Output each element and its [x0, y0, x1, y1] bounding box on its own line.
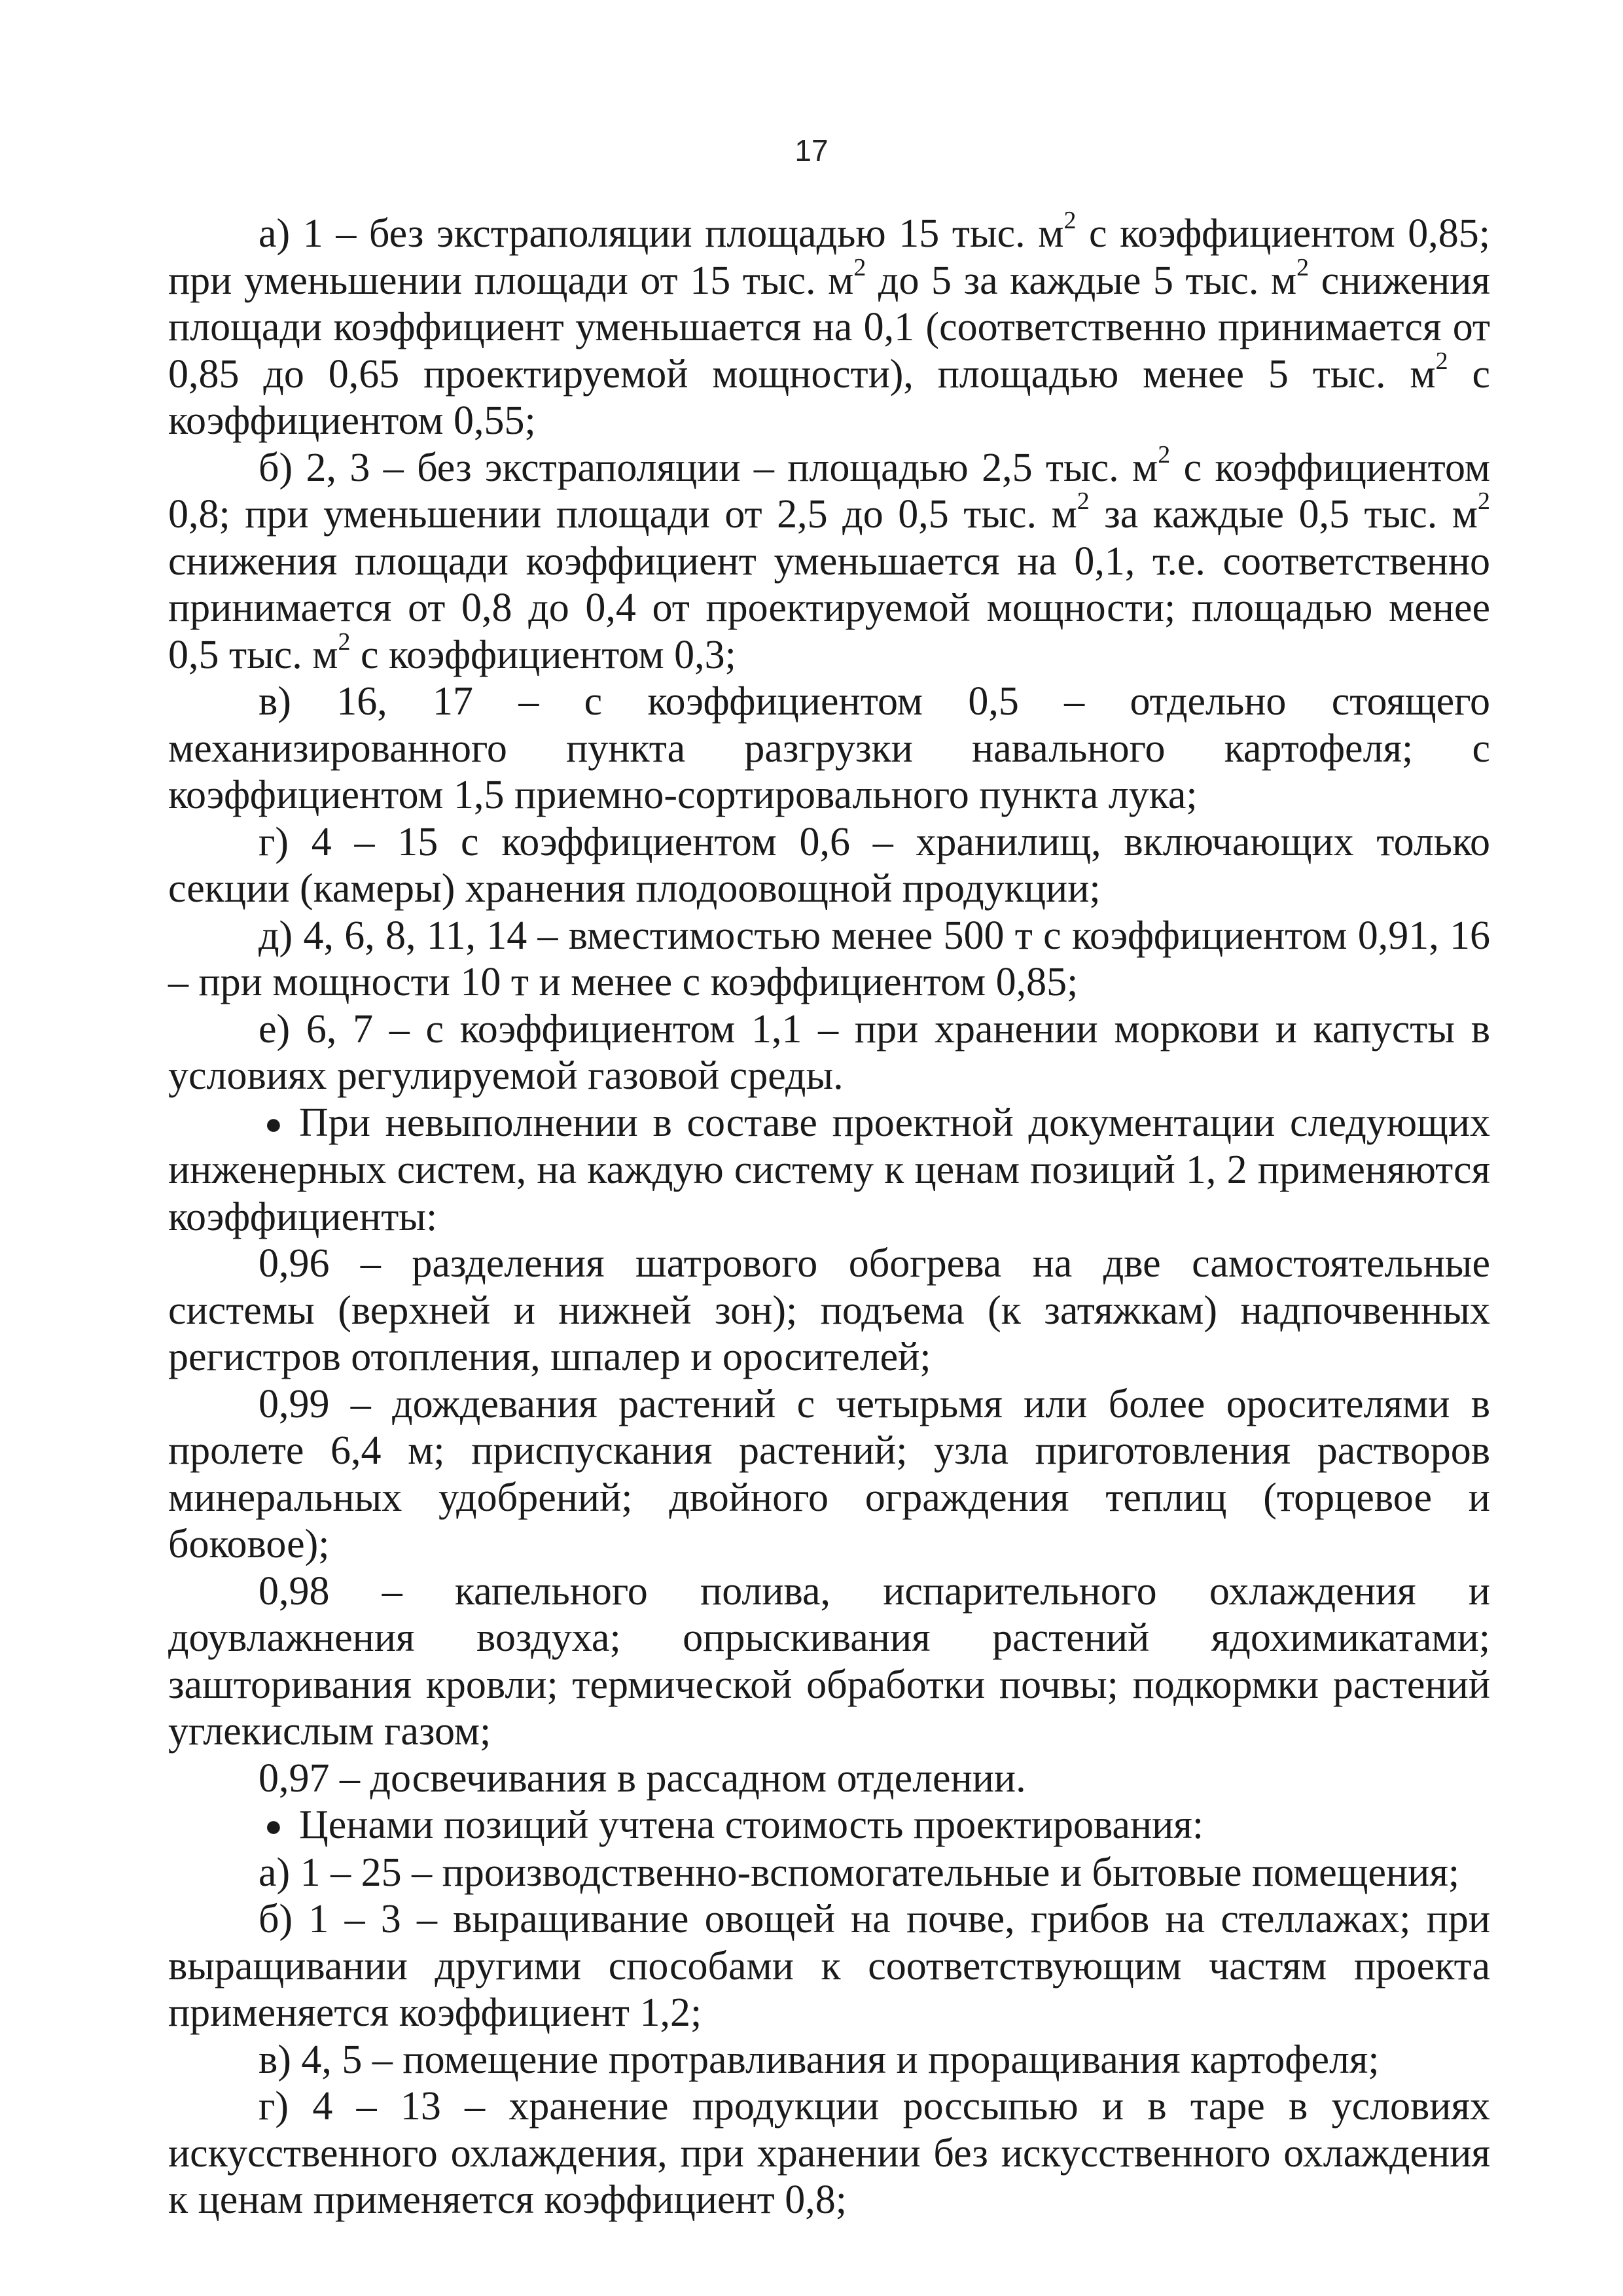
text-run: снижения площади коэффициент уменьшается на 0,1 (соответственно принимается от 0,85 до 0,65 проектируемой мощности), площадью менее 5 тыс. м: [168, 258, 1491, 397]
bullet-icon: ●: [264, 1106, 283, 1140]
paragraph: [168, 1850, 1490, 1897]
paragraph: [168, 207, 1491, 445]
text-run: 0,97 – досвечивания в рассадном отделении.: [259, 1756, 1026, 1801]
text-run: а) 1 – без экстраполяции площадью 15 тыс. м: [259, 211, 1064, 256]
superscript: 2: [1158, 440, 1171, 468]
text-run: б) 1 – 3 – выращивание овощей на почве, грибов на стеллажах; при выращивании другими способами к соответствующим частям проекта применяется коэффициент 1,2;: [168, 1897, 1490, 2035]
bullet-paragraph: [168, 1802, 1490, 1850]
paragraph: [168, 1896, 1490, 2037]
text-run: 0,98 – капельного полива, испарительного охлаждения и доувлажнения воздуха; опрыскивания растений ядохимикатами; зашторивания кровли; термической обработки почвы; подкормки растений углекислым газом;: [168, 1568, 1490, 1754]
superscript: 2: [1063, 207, 1077, 235]
text-run: в) 16, 17 – с коэффициентом 0,5 – отдельно стоящего механизированного пункта разгрузки навального картофеля; с коэффициентом 1,5 приемно-сортировального пункта лука;: [168, 679, 1490, 817]
text-run: б) 2, 3 – без экстраполяции – площадью 2,5 тыс. м: [259, 445, 1158, 490]
text-run: до 5 за каждые 5 тыс. м: [866, 258, 1297, 303]
text-run: с коэффициентом 0,3;: [350, 632, 736, 677]
paragraph: [168, 1568, 1490, 1756]
superscript: 2: [1435, 347, 1448, 375]
document-body: [168, 207, 1491, 2224]
text-run: с коэффициентом 0,55;: [168, 351, 1490, 443]
superscript: 2: [1478, 487, 1490, 516]
text-run: 0,96 – разделения шатрового обогрева на две самостоятельные системы (верхней и нижней зон); подъема (к затяжкам) надпочвенных регистров отопления, шпалер и оросителей;: [168, 1241, 1490, 1379]
text-run: е) 6, 7 – с коэффициентом 1,1 – при хранении моркови и капусты в условиях регулируемой газовой среды.: [168, 1006, 1490, 1098]
text-run: г) 4 – 15 с коэффициентом 0,6 – хранилищ, включающих только секции (камеры) хранения плодоовощной продукции;: [168, 819, 1490, 911]
text-run: Ценами позиций учтена стоимость проектирования:: [299, 1803, 1204, 1847]
paragraph: [168, 440, 1490, 679]
text-run: д) 4, 6, 8, 11, 14 – вместимостью менее 500 т с коэффициентом 0,91, 16 – при мощности 10 т и менее с коэффициентом 0,85;: [168, 913, 1490, 1004]
superscript: 2: [1077, 487, 1090, 516]
bullet-icon: ●: [264, 1809, 283, 1843]
paragraph: [168, 2037, 1490, 2084]
paragraph: [168, 2083, 1490, 2224]
text-run: а) 1 – 25 – производственно-вспомогательные и бытовые помещения;: [259, 1850, 1460, 1895]
paragraph: [168, 1381, 1490, 1568]
paragraph: [168, 1241, 1490, 1381]
text-run: с коэффициентом 0,8; при уменьшении площади от 2,5 до 0,5 тыс. м: [168, 445, 1490, 537]
text-run: за каждые 0,5 тыс. м: [1089, 492, 1478, 537]
paragraph: [168, 1006, 1490, 1100]
superscript: 2: [853, 253, 866, 281]
paragraph: [168, 819, 1490, 913]
bullet-paragraph: [168, 1100, 1490, 1241]
paragraph: [168, 1756, 1490, 1803]
text-run: г) 4 – 13 – хранение продукции россыпью и в таре в условиях искусственного охлаждения, при хранении без искусственного охлаждения к ценам применяется коэффициент 0,8;: [168, 2084, 1490, 2222]
superscript: 2: [1296, 253, 1310, 281]
paragraph: [168, 679, 1490, 819]
text-run: При невыполнении в составе проектной документации следующих инженерных систем, на каждую систему к ценам позиций 1, 2 применяются коэффициенты:: [168, 1100, 1490, 1239]
superscript: 2: [338, 627, 351, 656]
text-run: снижения площади коэффициент уменьшается на 0,1, т.е. соответственно принимается от 0,8 до 0,4 от проектируемой мощности; площадью менее 0,5 тыс. м: [168, 539, 1490, 677]
paragraph: [168, 913, 1490, 1006]
text-run: в) 4, 5 – помещение протравливания и проращивания картофеля;: [259, 2037, 1380, 2082]
page-number: 17: [794, 133, 829, 168]
text-run: 0,99 – дождевания растений с четырьмя или более оросителями в пролете 6,4 м; приспускания растений; узла приготовления растворов минеральных удобрений; двойного ограждения теплиц (торцевое и боковое);: [168, 1381, 1490, 1566]
text-run: с коэффициентом 0,85; при уменьшении площади от 15 тыс. м: [168, 211, 1490, 303]
